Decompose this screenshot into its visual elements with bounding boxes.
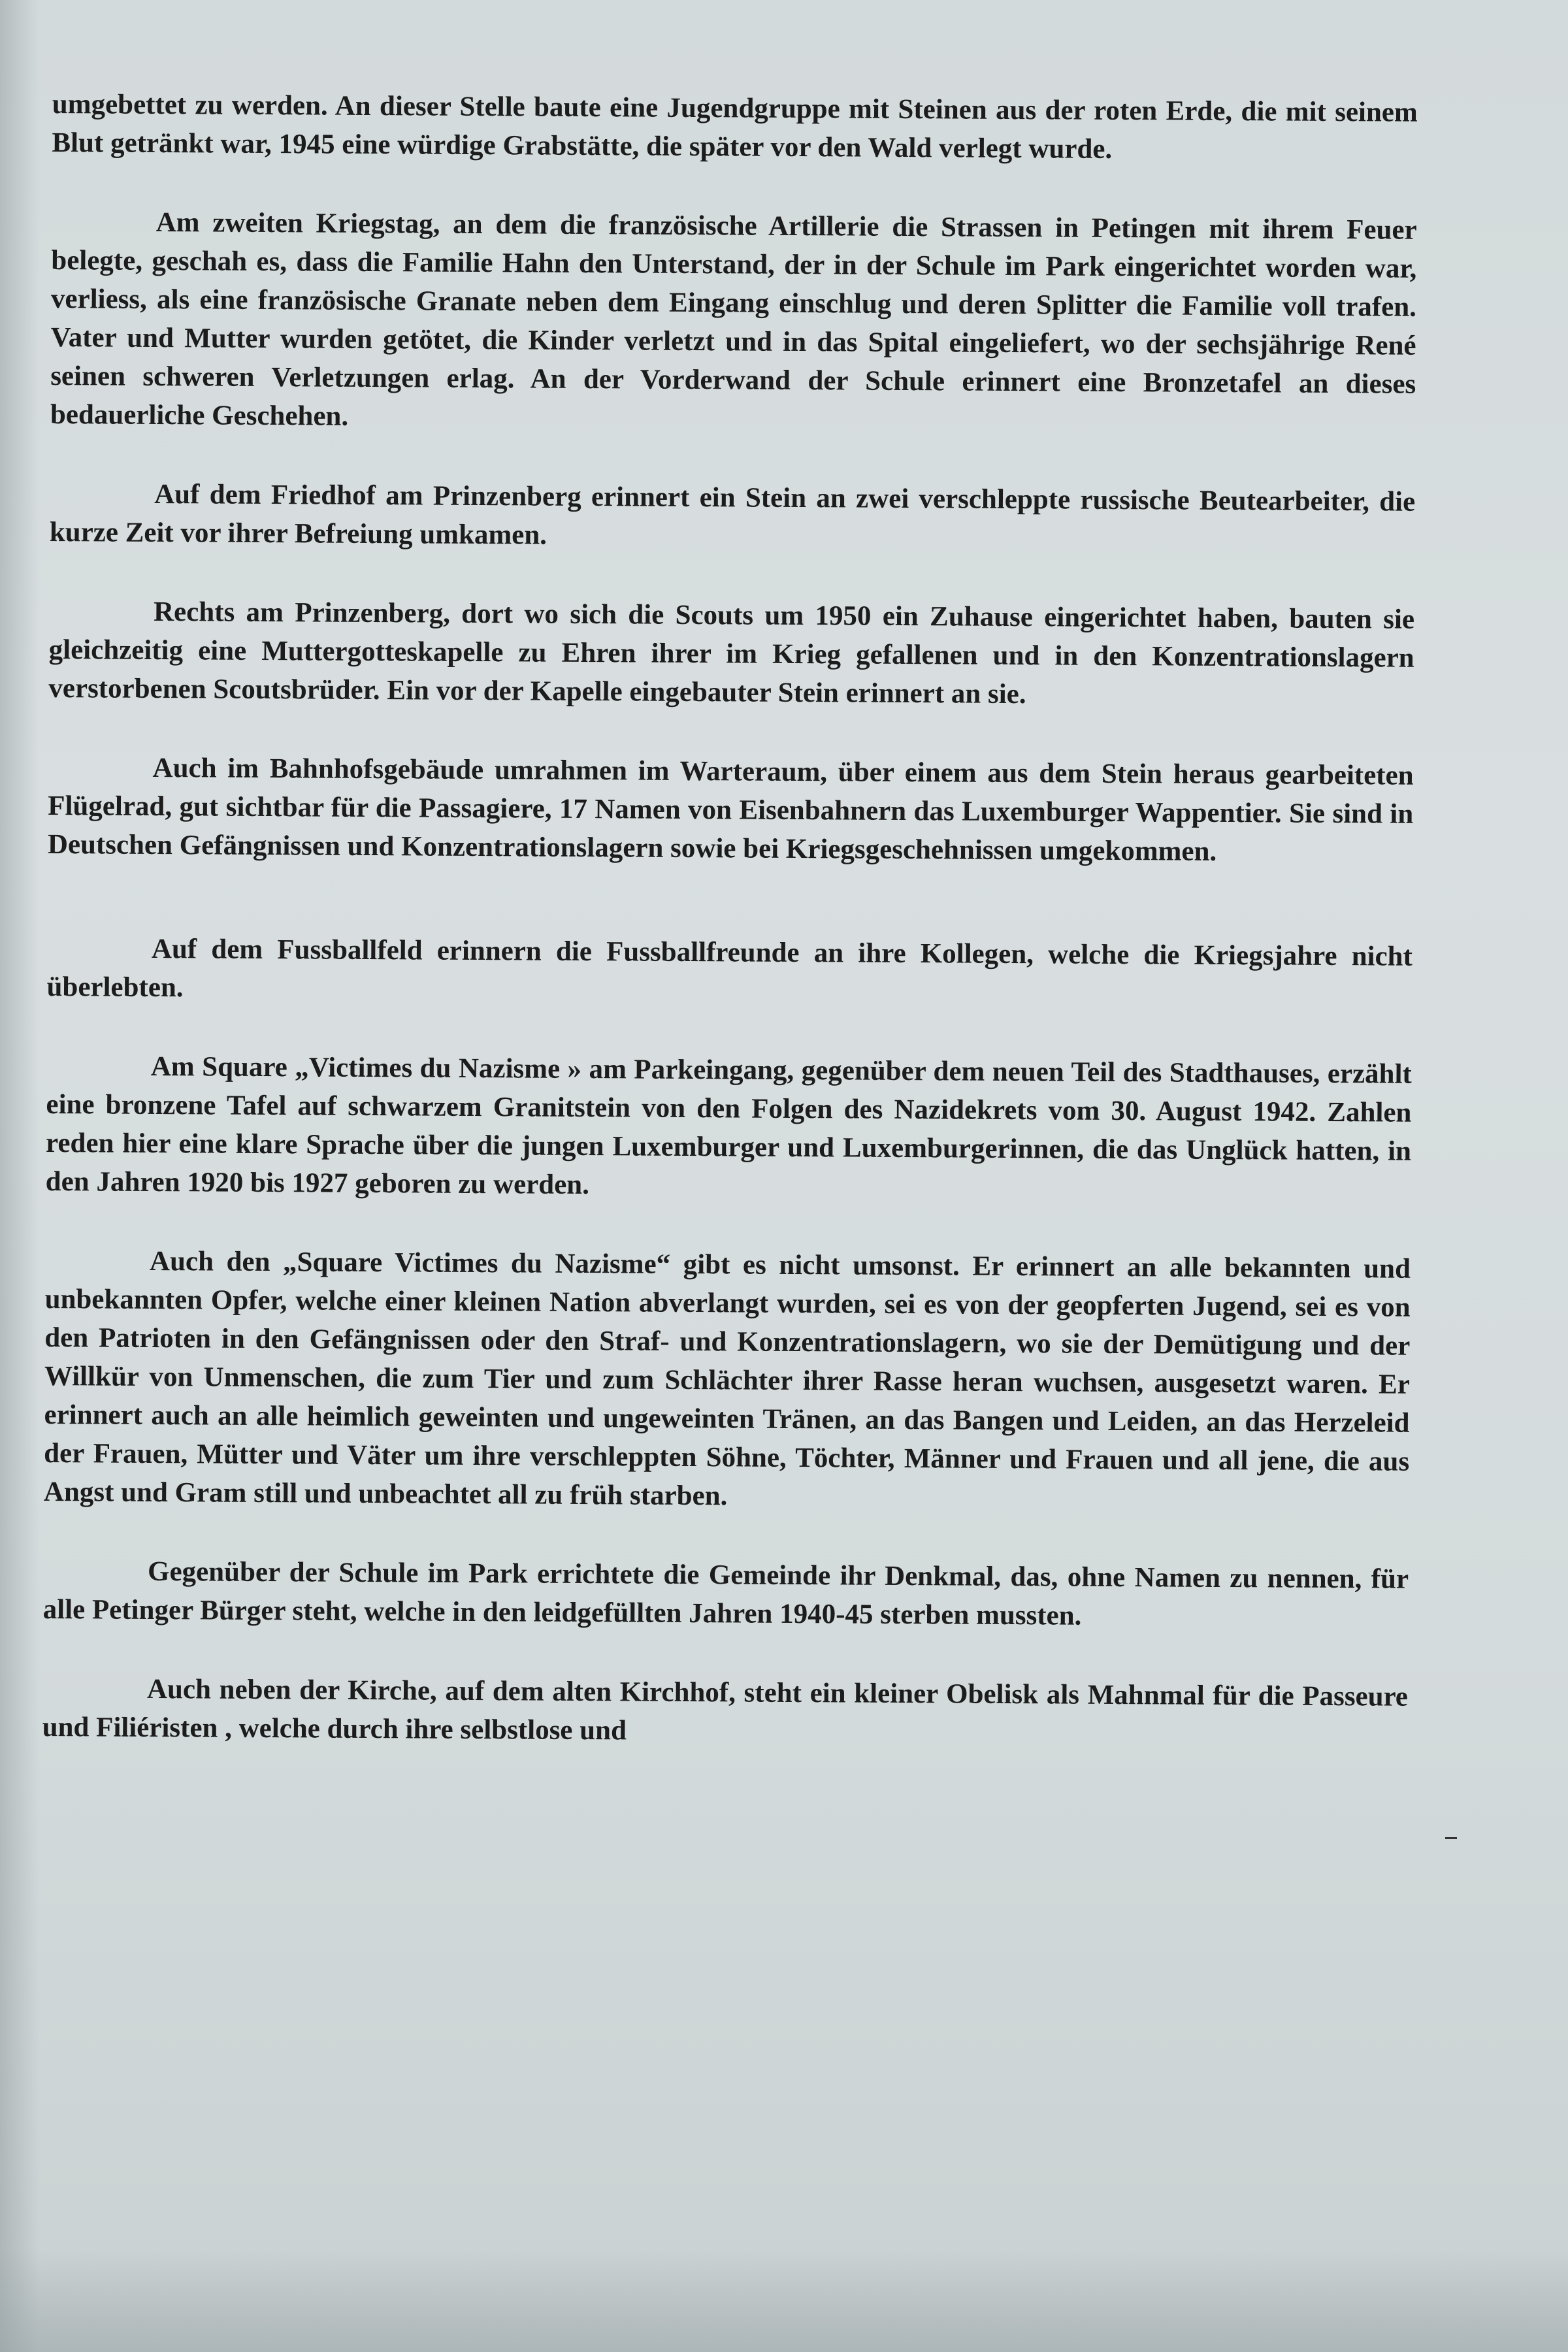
document-body xyxy=(42,85,1417,1755)
paragraph-obelisk: Auch neben der Kirche, auf dem alten Kirchhof, steht ein kleiner Obelisk als Mahnmal für die Passeure und Filiéristen , welche durch ihre selbstlose und xyxy=(42,1673,1409,1746)
paragraph-square-meaning: Auch den „Square Victimes du Nazisme“ gibt es nicht umsonst. Er erinnert an alle bekannten und unbekannten Opfer, welche einer kleinen Nation abverlangt wurden, sei es von der geopferten Jugend, sei es von den Patrioten in den Gefängnissen oder den Straf- und Konzentrationslagern, wo sie der Demütigung und der Willkür von Unmenschen, die zum Tier und zum Schlächter ihrer Rasse heran wuchsen, ausgesetzt waren. Er erinnert auch an alle heimlich geweinten und ungeweinten Tränen, an das Bangen und Leiden, an das Herzeleid der Frauen, Mütter und Väter um ihre verschleppten Söhne, Töchter, Männer und Frauen und all jene, die aus Angst und Gram still und unbeachtet all zu früh starben. xyxy=(43,1245,1411,1512)
paragraph-cemetery-stone: Auf dem Friedhof am Prinzenberg erinnert ein Stein an zwei verschleppte russische Beutearbeiter, die kurze Zeit vor ihrer Befreiung umkamen. xyxy=(49,478,1416,551)
paragraph-railway-station: Auch im Bahnhofsgebäude umrahmen im Warteraum, über einem aus dem Stein heraus gearbeiteten Flügelrad, gut sichtbar für die Passagiere, 17 Namen von Eisenbahnern das Luxemburger Wappentier. Sie sind in Deutschen Gefängnissen und Konzentrationslagern sowie bei Kriegsgeschehnissen umgekommen. xyxy=(47,752,1414,867)
page-edge-shadow xyxy=(0,0,39,2352)
margin-mark xyxy=(1445,1837,1457,1839)
paragraph-hahn-family: Am zweiten Kriegstag, an dem die französische Artillerie die Strassen in Petingen mit ihrem Feuer belegte, geschah es, dass die Familie Hahn den Unterstand, der in der Schule im Park eingerichtet worden war, verliess, als eine französische Granate neben dem Eingang einschlug und deren Splitter die Familie voll trafen. Vater und Mutter wurden getötet, die Kinder verletzt und in das Spital eingeliefert, wo der sechsjährige René seinen schweren Verletzungen erlag. An der Vorderwand der Schule erinnert eine Bronzetafel an dieses bedauerliche Geschehen. xyxy=(50,206,1417,432)
paragraph-square-plaque: Am Square „Victimes du Nazisme » am Parkeingang, gegenüber dem neuen Teil des Stadthauses, erzählt eine bronzene Tafel auf schwarzem Granitstein von den Folgen des Nazidekrets vom 30. August 1942. Zahlen reden hier eine klare Sprache über die jungen Luxemburger und Luxemburgerinnen, die das Unglück hatten, in den Jahren 1920 bis 1927 geboren zu werden. xyxy=(45,1051,1412,1201)
paragraph-grave-site: umgebettet zu werden. An dieser Stelle baute eine Jugendgruppe mit Steinen aus der roten Erde, die mit seinem Blut getränkt war, 1945 eine würdige Grabstätte, die später vor den Wald verlegt wurde. xyxy=(52,88,1418,165)
page-bottom-shadow xyxy=(0,2247,1568,2352)
paragraph-scouts-chapel: Rechts am Prinzenberg, dort wo sich die Scouts um 1950 ein Zuhause eingerichtet haben, bauten sie gleichzeitig eine Muttergotteskapelle zu Ehren ihrer im Krieg gefallenen und in den Konzentrationslagern verstorbenen Scoutsbrüder. Ein vor der Kapelle eingebauter Stein erinnert an sie. xyxy=(48,596,1415,710)
paragraph-memorial: Gegenüber der Schule im Park errichtete die Gemeinde ihr Denkmal, das, ohne Namen zu nennen, für alle Petinger Bürger steht, welche in den leidgefüllten Jahren 1940-45 sterben mussten. xyxy=(42,1556,1409,1631)
paragraph-football-field: Auf dem Fussballfeld erinnern die Fussballfreunde an ihre Kollegen, welche die Kriegsjahre nicht überlebten. xyxy=(46,933,1413,1004)
